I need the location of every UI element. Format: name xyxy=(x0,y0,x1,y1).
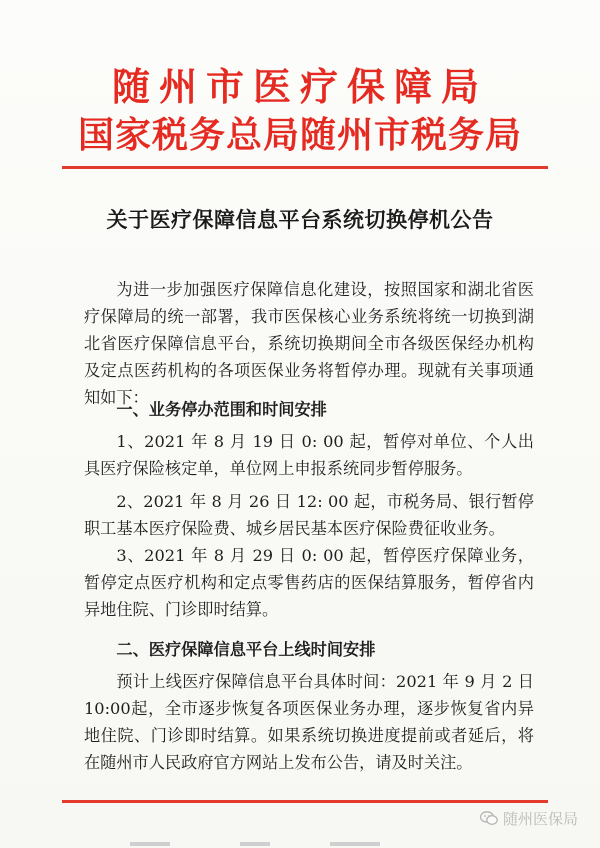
watermark xyxy=(480,808,578,829)
intro-paragraph: 为进一步加强医疗保障信息化建设，按照国家和湖北省医疗保障局的统一部署，我市医保核心业务系统将统一切换到湖北省医疗保障信息平台，系统切换期间全市各级医保经办机构及定点医药机构的各项医保业务将暂停办理。现就有关事项通知如下： xyxy=(84,280,534,407)
red-divider-bottom xyxy=(62,800,548,803)
section-heading-2: 二、医疗保障信息平台上线时间安排 xyxy=(116,640,376,659)
red-divider-top xyxy=(62,166,548,169)
list-item-2: 2、2021 年 8 月 26 日 12: 00 起，市税务局、银行暂停职工基本医疗保险费、城乡居民基本医疗保险费征收业务。 xyxy=(84,492,534,538)
list-item-3: 3、2021 年 8 月 29 日 0: 00 起，暂停医疗保障业务，暂停定点医疗机构和定点零售药店的医保结算服务，暂停省内异地住院、门诊即时结算。 xyxy=(84,546,534,619)
list-item-1: 1、2021 年 8 月 19 日 0: 00 起，暂停对单位、个人出具医疗保险核定单，单位网上申报系统同步暂停服务。 xyxy=(84,432,534,478)
letterhead-line-1: 随州市医疗保障局 xyxy=(111,64,488,109)
wechat-icon xyxy=(480,811,498,826)
closing-paragraph: 预计上线医疗保障信息平台具体时间：2021 年 9 月 2 日 10:00起，全市逐步恢复各项医保业务办理，逐步恢复省内异地住院、门诊即时结算。如果系统切换进度提前或者延后，将在随州市人民政府官方网站上发布公告，请及时关注。 xyxy=(84,672,534,772)
page-bottom-edge xyxy=(0,840,600,848)
section-heading-1: 一、业务停办范围和时间安排 xyxy=(116,400,327,419)
notice-title: 关于医疗保障信息平台系统切换停机公告 xyxy=(106,207,494,232)
watermark-text: 随州医保局 xyxy=(503,810,579,828)
letterhead-line-2: 国家税务总局随州市税务局 xyxy=(77,114,522,156)
